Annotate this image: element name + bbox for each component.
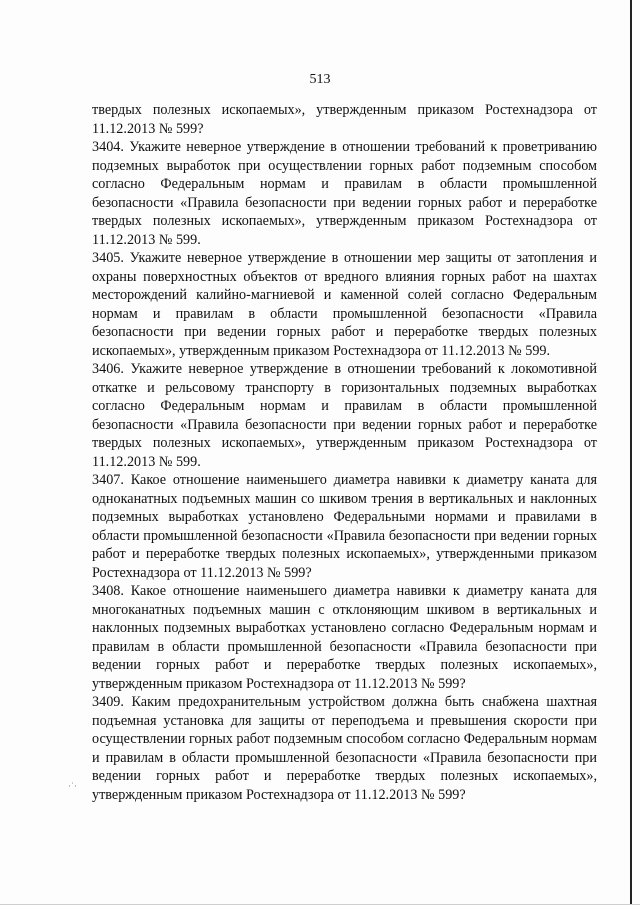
page-number: 513	[309, 72, 331, 87]
question-3409: 3409. Каким предохранительным устройством должна быть снабжена шахтная подъемная установка для защиты от переподъема и превышения скорости при осуществлении горных работ подземным способом согласно Федеральным нормам и правилам в области промышленной безопасности «Правила безопасности при ведении горных работ и переработке твердых полезных ископаемых», утвержденным приказом Ростехнадзора от 11.12.2013 № 599?	[92, 694, 597, 803]
paragraph-continuation: твердых полезных ископаемых», утвержденным приказом Ростехнадзора от 11.12.2013 № 599?	[92, 102, 597, 137]
question-3404: 3404. Укажите неверное утверждение в отношении требований к проветриванию подземных выработок при осуществлении горных работ подземным способом согласно Федеральным нормам и правилам в области промышленной безопасности «Правила безопасности при ведении горных работ и переработке твердых полезных ископаемых», утвержденным приказом Ростехнадзора от 11.12.2013 № 599.	[92, 139, 597, 248]
question-3406: 3406. Укажите неверное утверждение в отношении требований к локомотивной откатке и рельсовому транспорту в горизонтальных подземных выработках согласно Федеральным нормам и правилам в области промышленной безопасности «Правила безопасности при ведении горных работ и переработке твердых полезных ископаемых», утвержденным приказом Ростехнадзора от 11.12.2013 № 599.	[92, 361, 597, 470]
question-3407: 3407. Какое отношение наименьшего диаметра навивки к диаметру каната для одноканатных подъемных машин со шкивом трения в вертикальных и наклонных подземных выработках установлено Федеральными нормами и правилами в области промышленной безопасности «Правила безопасности при ведении горных работ и переработке твердых полезных ископаемых», утвержденными приказом Ростехнадзора от 11.12.2013 № 599?	[92, 472, 597, 581]
scan-edge-right	[630, 0, 632, 905]
question-3405: 3405. Укажите неверное утверждение в отношении мер защиты от затопления и охраны поверхностных объектов от вредного влияния горных работ на шахтах месторождений калийно-магниевой и каменной солей согласно Федеральным нормам и правилам в области промышленной безопасности «Правила безопасности при ведении горных работ и переработке твердых полезных ископаемых», утвержденным приказом Ростехнадзора от 11.12.2013 № 599.	[92, 250, 597, 359]
question-3408: 3408. Какое отношение наименьшего диаметра навивки к диаметру каната для многоканатных подъемных машин с отклоняющим шкивом в вертикальных и наклонных подземных выработках установлено согласно Федеральным нормам и правилам в области промышленной безопасности «Правила безопасности при ведении горных работ и переработке твердых полезных ископаемых», утвержденным приказом Ростехнадзора от 11.12.2013 № 599?	[92, 583, 597, 692]
question-text-body	[92, 101, 597, 804]
scan-margin-mark: ·˙·	[68, 781, 77, 791]
